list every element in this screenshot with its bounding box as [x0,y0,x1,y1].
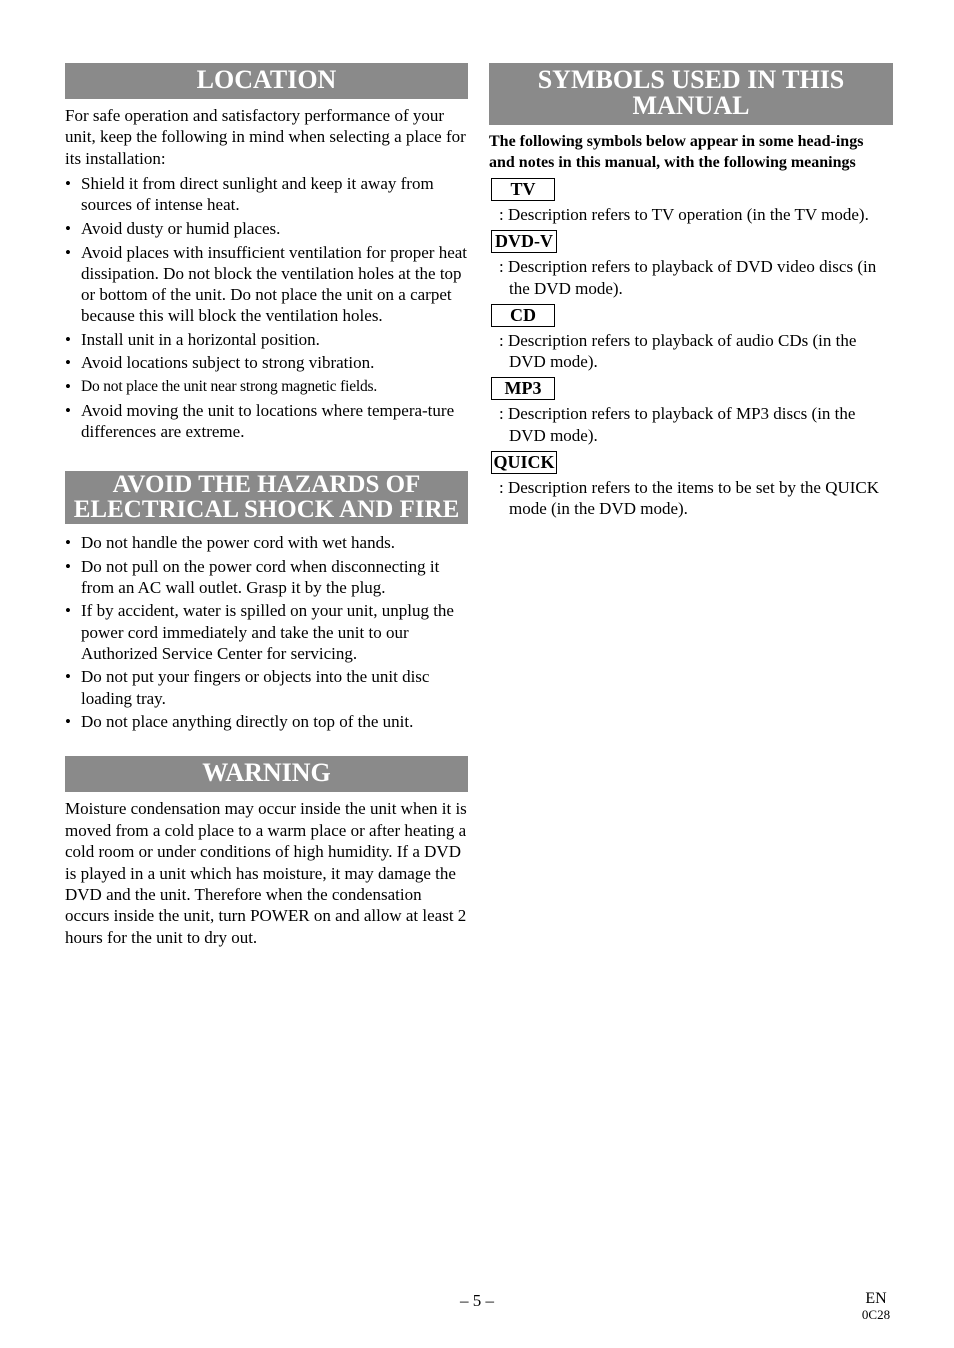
bullet-icon: • [65,400,71,420]
page-number: – 5 – [460,1291,494,1310]
location-heading: LOCATION [65,63,468,99]
warning-section [65,756,468,948]
hazards-heading: AVOID THE HAZARDS OF ELECTRICAL SHOCK AND FIRE [65,471,468,524]
symbols-intro: The following symbols below appear in some head-ings and notes in this manual, with the following meanings [489,133,864,171]
symbol-entry-dvd-v [489,230,893,299]
symbol-entry-tv [489,178,893,225]
bullet-icon: • [65,667,71,687]
symbols-heading: SYMBOLS USED IN THIS MANUAL [489,63,893,125]
bullet-icon: • [65,329,71,349]
symbol-entry-cd [489,304,893,373]
location-intro: For safe operation and satisfactory performance of your unit, keep the following in mind when selecting a place for its installation: [65,106,466,168]
list-item: • Avoid dusty or humid places. [65,219,281,239]
list-item: • Do not place the unit near strong magnetic fields. [65,377,378,396]
bullet-icon: • [65,601,71,621]
bullet-icon: • [65,377,71,396]
location-section [65,63,468,442]
list-item: • Avoid places with insufficient ventilation for proper heat dissipation. Do not block the ventilation holes at the top or bottom of the unit. Do not place the unit on a carpet because this will block the ventilation holes. [65,242,468,326]
bullet-icon: • [65,242,71,262]
location-list [65,173,468,442]
list-item: • Do not place anything directly on top of the unit. [65,712,414,732]
tv-symbol-badge: TV [491,178,555,201]
warning-text: Moisture condensation may occur inside the unit when it is moved from a cold place to a warm place or after heating a cold room or under conditions of high humidity. If a DVD is played in a unit which has moisture, it may damage the DVD and the unit. Therefore when the condensation occurs inside the unit, turn POWER on and allow at least 2 hours for the unit to dry out. [65,799,467,947]
language-code: EN [865,1290,887,1307]
list-item: • If by accident, water is spilled on your unit, unplug the power cord immediately and take the unit to our Authorized Service Center for servicing. [65,601,454,663]
quick-symbol-description: : Description refers to the items to be set by the QUICK mode (in the DVD mode). [499,478,880,519]
list-item: • Do not handle the power cord with wet hands. [65,533,395,552]
mp3-symbol-description: : Description refers to playback of MP3 discs (in the DVD mode). [499,404,856,445]
tv-symbol-description: : Description refers to TV operation (in the TV mode). [499,205,869,224]
mp3-symbol-badge: MP3 [491,377,555,400]
list-item: • Shield it from direct sunlight and keep it away from sources of intense heat. [65,174,434,215]
list-item: • Do not put your fingers or objects into the unit disc loading tray. [65,667,430,708]
dvd-v-symbol-badge: DVD-V [491,230,557,253]
bullet-icon: • [65,219,71,239]
right-column [489,63,893,525]
symbols-section [489,63,893,520]
bullet-icon: • [65,353,71,373]
bullet-icon: • [65,533,71,552]
list-item: • Avoid locations subject to strong vibration. [65,353,375,373]
hazards-list [65,532,468,732]
bullet-icon: • [65,712,71,732]
hazards-section [65,471,468,732]
warning-heading: WARNING [65,756,468,792]
list-item: • Do not pull on the power cord when disconnecting it from an AC wall outlet. Grasp it by the plug. [65,556,440,597]
bullet-icon: • [65,174,71,194]
cd-symbol-description: : Description refers to playback of audio CDs (in the DVD mode). [499,330,857,372]
bullet-icon: • [65,556,71,576]
quick-symbol-badge: QUICK [491,451,557,474]
dvd-v-symbol-description: : Description refers to playback of DVD video discs (in the DVD mode). [499,257,877,298]
cd-symbol-badge: CD [491,304,555,327]
list-item: • Install unit in a horizontal position. [65,329,320,349]
symbol-entry-quick [489,451,893,520]
symbol-entry-mp3 [489,377,893,446]
document-code: 0C28 [861,1307,891,1322]
list-item: • Avoid moving the unit to locations where tempera-ture differences are extreme. [65,400,455,441]
left-column [65,63,468,952]
